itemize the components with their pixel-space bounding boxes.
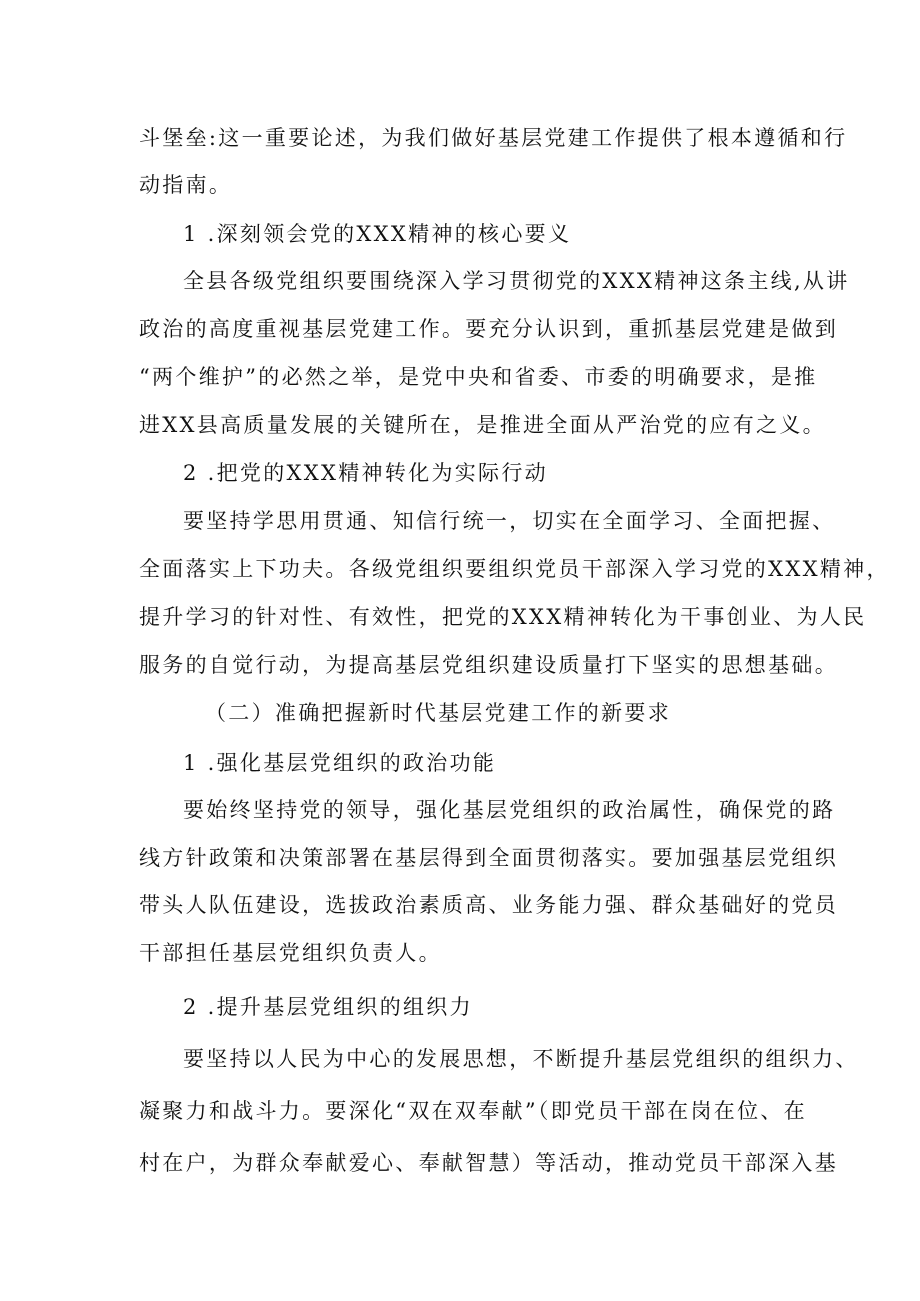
text-line: 进XX县高质量发展的关键所在，是推进全面从严治党的应有之义。 — [139, 413, 826, 437]
text-line: 政治的高度重视基层党建工作。要充分认识到，重抓基层党建是做到 — [139, 317, 838, 341]
text-line: 凝聚力和战斗力。要深化“双在双奉献”（即党员干部在岗在位、在 — [139, 1099, 807, 1123]
text-line: 斗堡垒:这一重要论述，为我们做好基层党建工作提供了根本遵循和行 — [139, 126, 848, 150]
text-line: 要始终坚持党的领导，强化基层党组织的政治属性，确保党的路 — [183, 798, 836, 822]
text-line: 全面落实上下功夫。各级党组织要组织党员干部深入学习党的XXX精神， — [139, 557, 890, 581]
text-line: 干部担任基层党组织负责人。 — [139, 941, 442, 965]
text-line: 村在户，为群众奉献爱心、奉献智慧）等活动，推动党员干部深入基 — [139, 1151, 838, 1175]
text-line: 提升学习的针对性、有效性，把党的XXX精神转化为干事创业、为人民 — [139, 605, 867, 629]
text-line: 动指南。 — [139, 173, 233, 197]
text-line: 线方针政策和决策部署在基层得到全面贯彻落实。要加强基层党组织 — [139, 846, 838, 870]
text-line: 要坚持以人民为中心的发展思想，不断提升基层党组织的组织力、 — [183, 1047, 859, 1071]
section-heading: 2 .提升基层党组织的组织力 — [183, 995, 473, 1019]
section-heading: 1 .深刻领会党的XXX精神的核心要义 — [183, 222, 572, 246]
text-line: 带头人队伍建设，选拔政治素质高、业务能力强、群众基础好的党员 — [139, 893, 838, 917]
section-heading: 1 .强化基层党组织的政治功能 — [183, 751, 497, 775]
text-line: 服务的自觉行动，为提高基层党组织建设质量打下坚实的思想基础。 — [139, 653, 838, 677]
section-heading: 2 .把党的XXX精神转化为实际行动 — [183, 461, 548, 485]
text-line: “两个维护”的必然之举，是党中央和省委、市委的明确要求，是推 — [139, 365, 818, 389]
text-line: 要坚持学思用贯通、知信行统一，切实在全面学习、全面把握、 — [183, 509, 836, 533]
chapter-heading: （二）准确把握新时代基层党建工作的新要求 — [205, 701, 671, 725]
text-line: 全县各级党组织要围绕深入学习贯彻党的XXX精神这条主线,从讲 — [183, 269, 850, 293]
